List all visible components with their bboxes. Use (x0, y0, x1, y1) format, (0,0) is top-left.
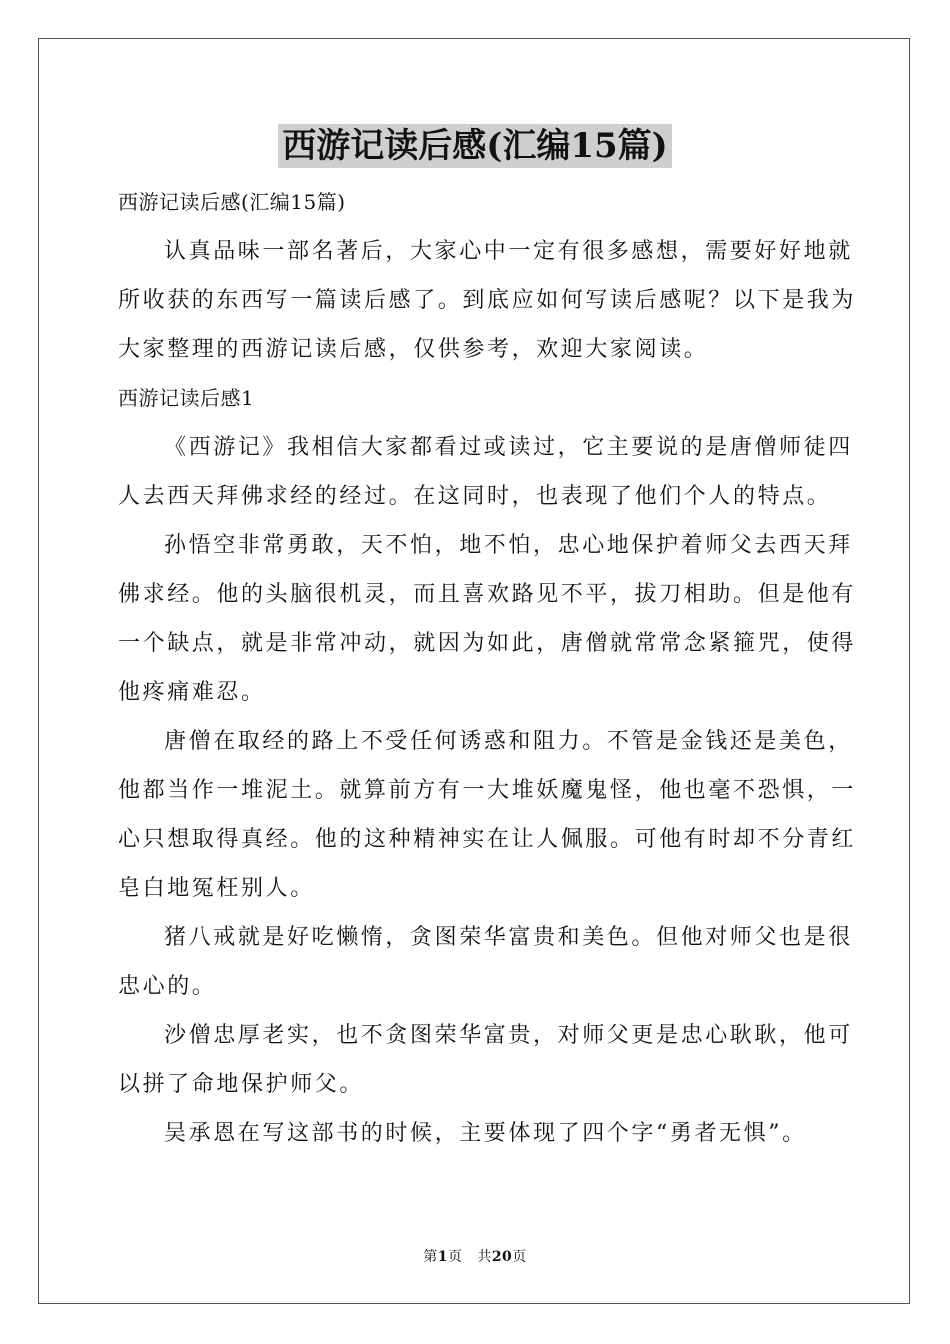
text-line: 孙悟空非常勇敢，天不怕，地不怕，忠心地保护着师父去西天拜 (164, 533, 853, 558)
page-footer (0, 1248, 950, 1266)
text-line: 以拼了命地保护师父。 (118, 1072, 365, 1097)
text-line: 人去西天拜佛求经的经过。在这同时，也表现了他们个人的特点。 (118, 484, 832, 509)
document-body (118, 178, 857, 1158)
total-pages: 20 (491, 1249, 513, 1265)
text-line: 大家整理的西游记读后感，仅供参考，欢迎大家阅读。 (118, 337, 709, 362)
text-line: 《西游记》我相信大家都看过或读过，它主要说的是唐僧师徒四 (164, 435, 853, 460)
text-line: 心只想取得真经。他的这种精神实在让人佩服。可他有时却不分青红 (118, 827, 857, 852)
text-line: 他疼痛难忍。 (118, 680, 266, 705)
text-line: 吴承恩在写这部书的时候，主要体现了四个字“勇者无惧”。 (164, 1121, 807, 1146)
page-suffix: 页 (447, 1249, 463, 1265)
document-subtitle: 西游记读后感(汇编15篇) (118, 190, 346, 214)
text-line: 唐僧在取经的路上不受任何诱惑和阻力。不管是金钱还是美色， (164, 729, 853, 754)
text-line: 所收获的东西写一篇读后感了。到底应如何写读后感呢？以下是我为 (118, 288, 857, 313)
page-prefix: 第 (423, 1249, 438, 1265)
text-line: 认真品味一部名著后，大家心中一定有很多感想，需要好好地就 (164, 239, 853, 264)
text-line: 皂白地冤枉别人。 (118, 876, 315, 901)
total-prefix: 共 (477, 1249, 492, 1265)
total-suffix: 页 (512, 1249, 527, 1265)
text-line: 一个缺点，就是非常冲动，就因为如此，唐僧就常常念紧箍咒，使得 (118, 631, 857, 656)
text-line: 他都当作一堆泥土。就算前方有一大堆妖魔鬼怪，他也毫不恐惧，一 (118, 778, 857, 803)
page-number: 1 (437, 1249, 448, 1265)
text-line: 猪八戒就是好吃懒惰，贪图荣华富贵和美色。但他对师父也是很 (164, 925, 853, 950)
section-heading: 西游记读后感1 (118, 386, 255, 410)
text-line: 沙僧忠厚老实，也不贪图荣华富贵，对师父更是忠心耿耿，他可 (164, 1023, 853, 1048)
text-line: 佛求经。他的头脑很机灵，而且喜欢路见不平，拔刀相助。但是他有 (118, 582, 857, 607)
document-title: 西游记读后感(汇编15篇) (278, 124, 672, 168)
title-container (0, 124, 950, 168)
text-line: 忠心的。 (118, 974, 217, 999)
